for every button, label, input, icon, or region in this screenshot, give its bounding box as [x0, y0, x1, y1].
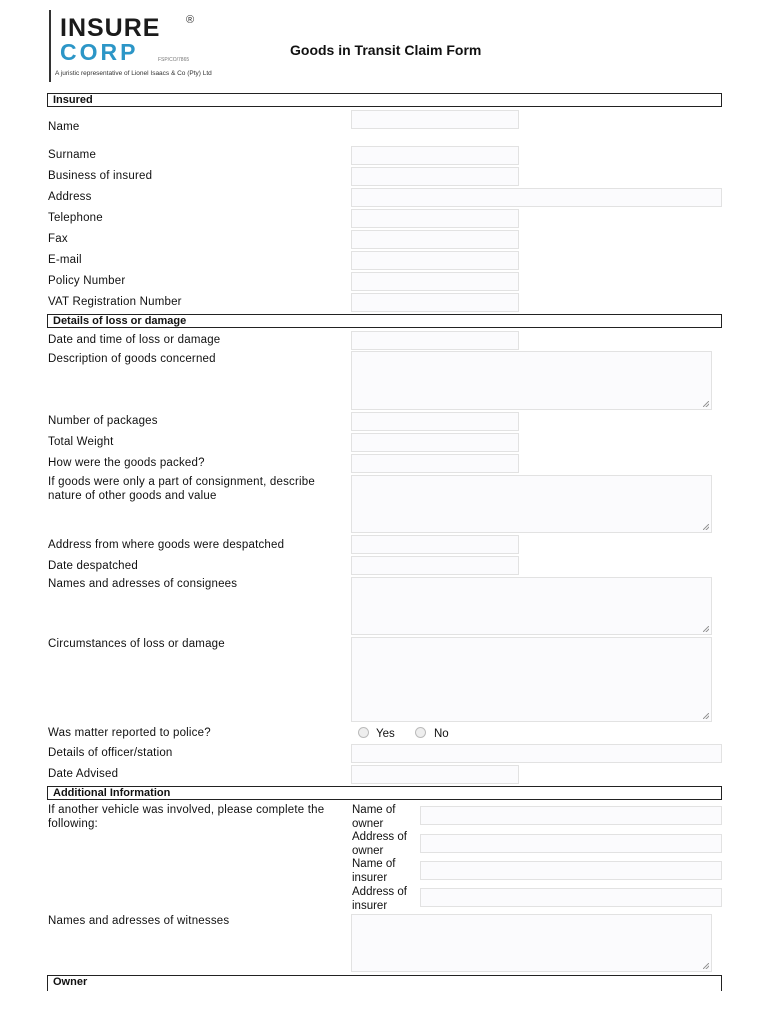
email-field[interactable]	[351, 251, 519, 270]
tagline: A juristic representative of Lionel Isaacs & Co (Pty) Ltd	[55, 70, 212, 77]
section-details	[47, 314, 722, 328]
label-addr-owner-1: Address of	[352, 831, 407, 843]
label-vat: VAT Registration Number	[48, 296, 182, 308]
label-name-owner-2: owner	[352, 818, 384, 830]
label-other-vehicle-2: following:	[48, 818, 98, 830]
logo-regno: FSP/CO/7865	[158, 57, 190, 63]
witnesses-textarea[interactable]	[351, 914, 712, 972]
date-despatched-field[interactable]	[351, 556, 519, 575]
label-other-vehicle-1: If another vehicle was involved, please complete the	[48, 804, 325, 816]
name-field[interactable]	[351, 110, 519, 129]
address-field[interactable]	[351, 188, 722, 207]
logo-corp: CORP	[60, 39, 139, 65]
label-witnesses: Names and adresses of witnesses	[48, 915, 230, 927]
weight-field[interactable]	[351, 433, 519, 452]
label-police: Was matter reported to police?	[48, 727, 211, 739]
police-no-label: No	[434, 728, 449, 740]
label-packages: Number of packages	[48, 415, 158, 427]
police-yes-label: Yes	[376, 728, 395, 740]
label-fax: Fax	[48, 233, 68, 245]
label-addr-insurer-1: Address of	[352, 886, 407, 898]
police-yes-radio[interactable]	[358, 727, 369, 738]
despatch-address-field[interactable]	[351, 535, 519, 554]
part-consignment-textarea[interactable]	[351, 475, 712, 533]
surname-field[interactable]	[351, 146, 519, 165]
vat-field[interactable]	[351, 293, 519, 312]
label-circumstances: Circumstances of loss or damage	[48, 638, 225, 650]
business-field[interactable]	[351, 167, 519, 186]
section-title: Details of loss or damage	[53, 315, 187, 327]
section-owner	[47, 975, 722, 991]
police-no-radio[interactable]	[415, 727, 426, 738]
telephone-field[interactable]	[351, 209, 519, 228]
label-name-owner-1: Name of	[352, 804, 396, 816]
logo-insure: INSURE	[60, 14, 161, 42]
fax-field[interactable]	[351, 230, 519, 249]
section-title: Additional Information	[53, 787, 171, 799]
officer-field[interactable]	[351, 744, 722, 763]
name-of-insurer-field[interactable]	[420, 861, 722, 880]
label-name-insurer-1: Name of	[352, 858, 396, 870]
label-officer: Details of officer/station	[48, 747, 173, 759]
section-title: Insured	[53, 94, 93, 106]
address-of-owner-field[interactable]	[420, 834, 722, 853]
label-addr-insurer-2: insurer	[352, 900, 388, 912]
label-consignees: Names and adresses of consignees	[48, 578, 238, 590]
label-business: Business of insured	[48, 170, 153, 182]
date-advised-field[interactable]	[351, 765, 519, 784]
label-date-time-loss: Date and time of loss or damage	[48, 334, 221, 346]
date-time-loss-field[interactable]	[351, 331, 519, 350]
label-weight: Total Weight	[48, 436, 114, 448]
label-date-despatched: Date despatched	[48, 560, 138, 572]
address-of-insurer-field[interactable]	[420, 888, 722, 907]
label-addr-owner-2: owner	[352, 845, 384, 857]
packed-field[interactable]	[351, 454, 519, 473]
label-part-consignment-1: If goods were only a part of consignment, describe	[48, 476, 315, 488]
logo-registered-mark: ®	[186, 14, 195, 26]
label-date-advised: Date Advised	[48, 768, 119, 780]
page-title: Goods in Transit Claim Form	[290, 42, 482, 58]
label-telephone: Telephone	[48, 212, 103, 224]
label-description: Description of goods concerned	[48, 353, 216, 365]
circumstances-textarea[interactable]	[351, 637, 712, 722]
section-insured	[47, 93, 722, 107]
name-of-owner-field[interactable]	[420, 806, 722, 825]
label-name-insurer-2: insurer	[352, 872, 388, 884]
label-email: E-mail	[48, 254, 82, 266]
label-surname: Surname	[48, 149, 97, 161]
label-despatch-address: Address from where goods were despatched	[48, 539, 285, 551]
packages-field[interactable]	[351, 412, 519, 431]
label-name: Name	[48, 121, 80, 133]
section-additional	[47, 786, 722, 800]
policy-number-field[interactable]	[351, 272, 519, 291]
label-part-consignment-2: nature of other goods and value	[48, 490, 217, 502]
section-title: Owner	[53, 976, 88, 988]
consignees-textarea[interactable]	[351, 577, 712, 635]
label-policy: Policy Number	[48, 275, 126, 287]
logo-divider	[49, 10, 51, 82]
description-textarea[interactable]	[351, 351, 712, 410]
label-packed: How were the goods packed?	[48, 457, 205, 469]
label-address: Address	[48, 191, 92, 203]
